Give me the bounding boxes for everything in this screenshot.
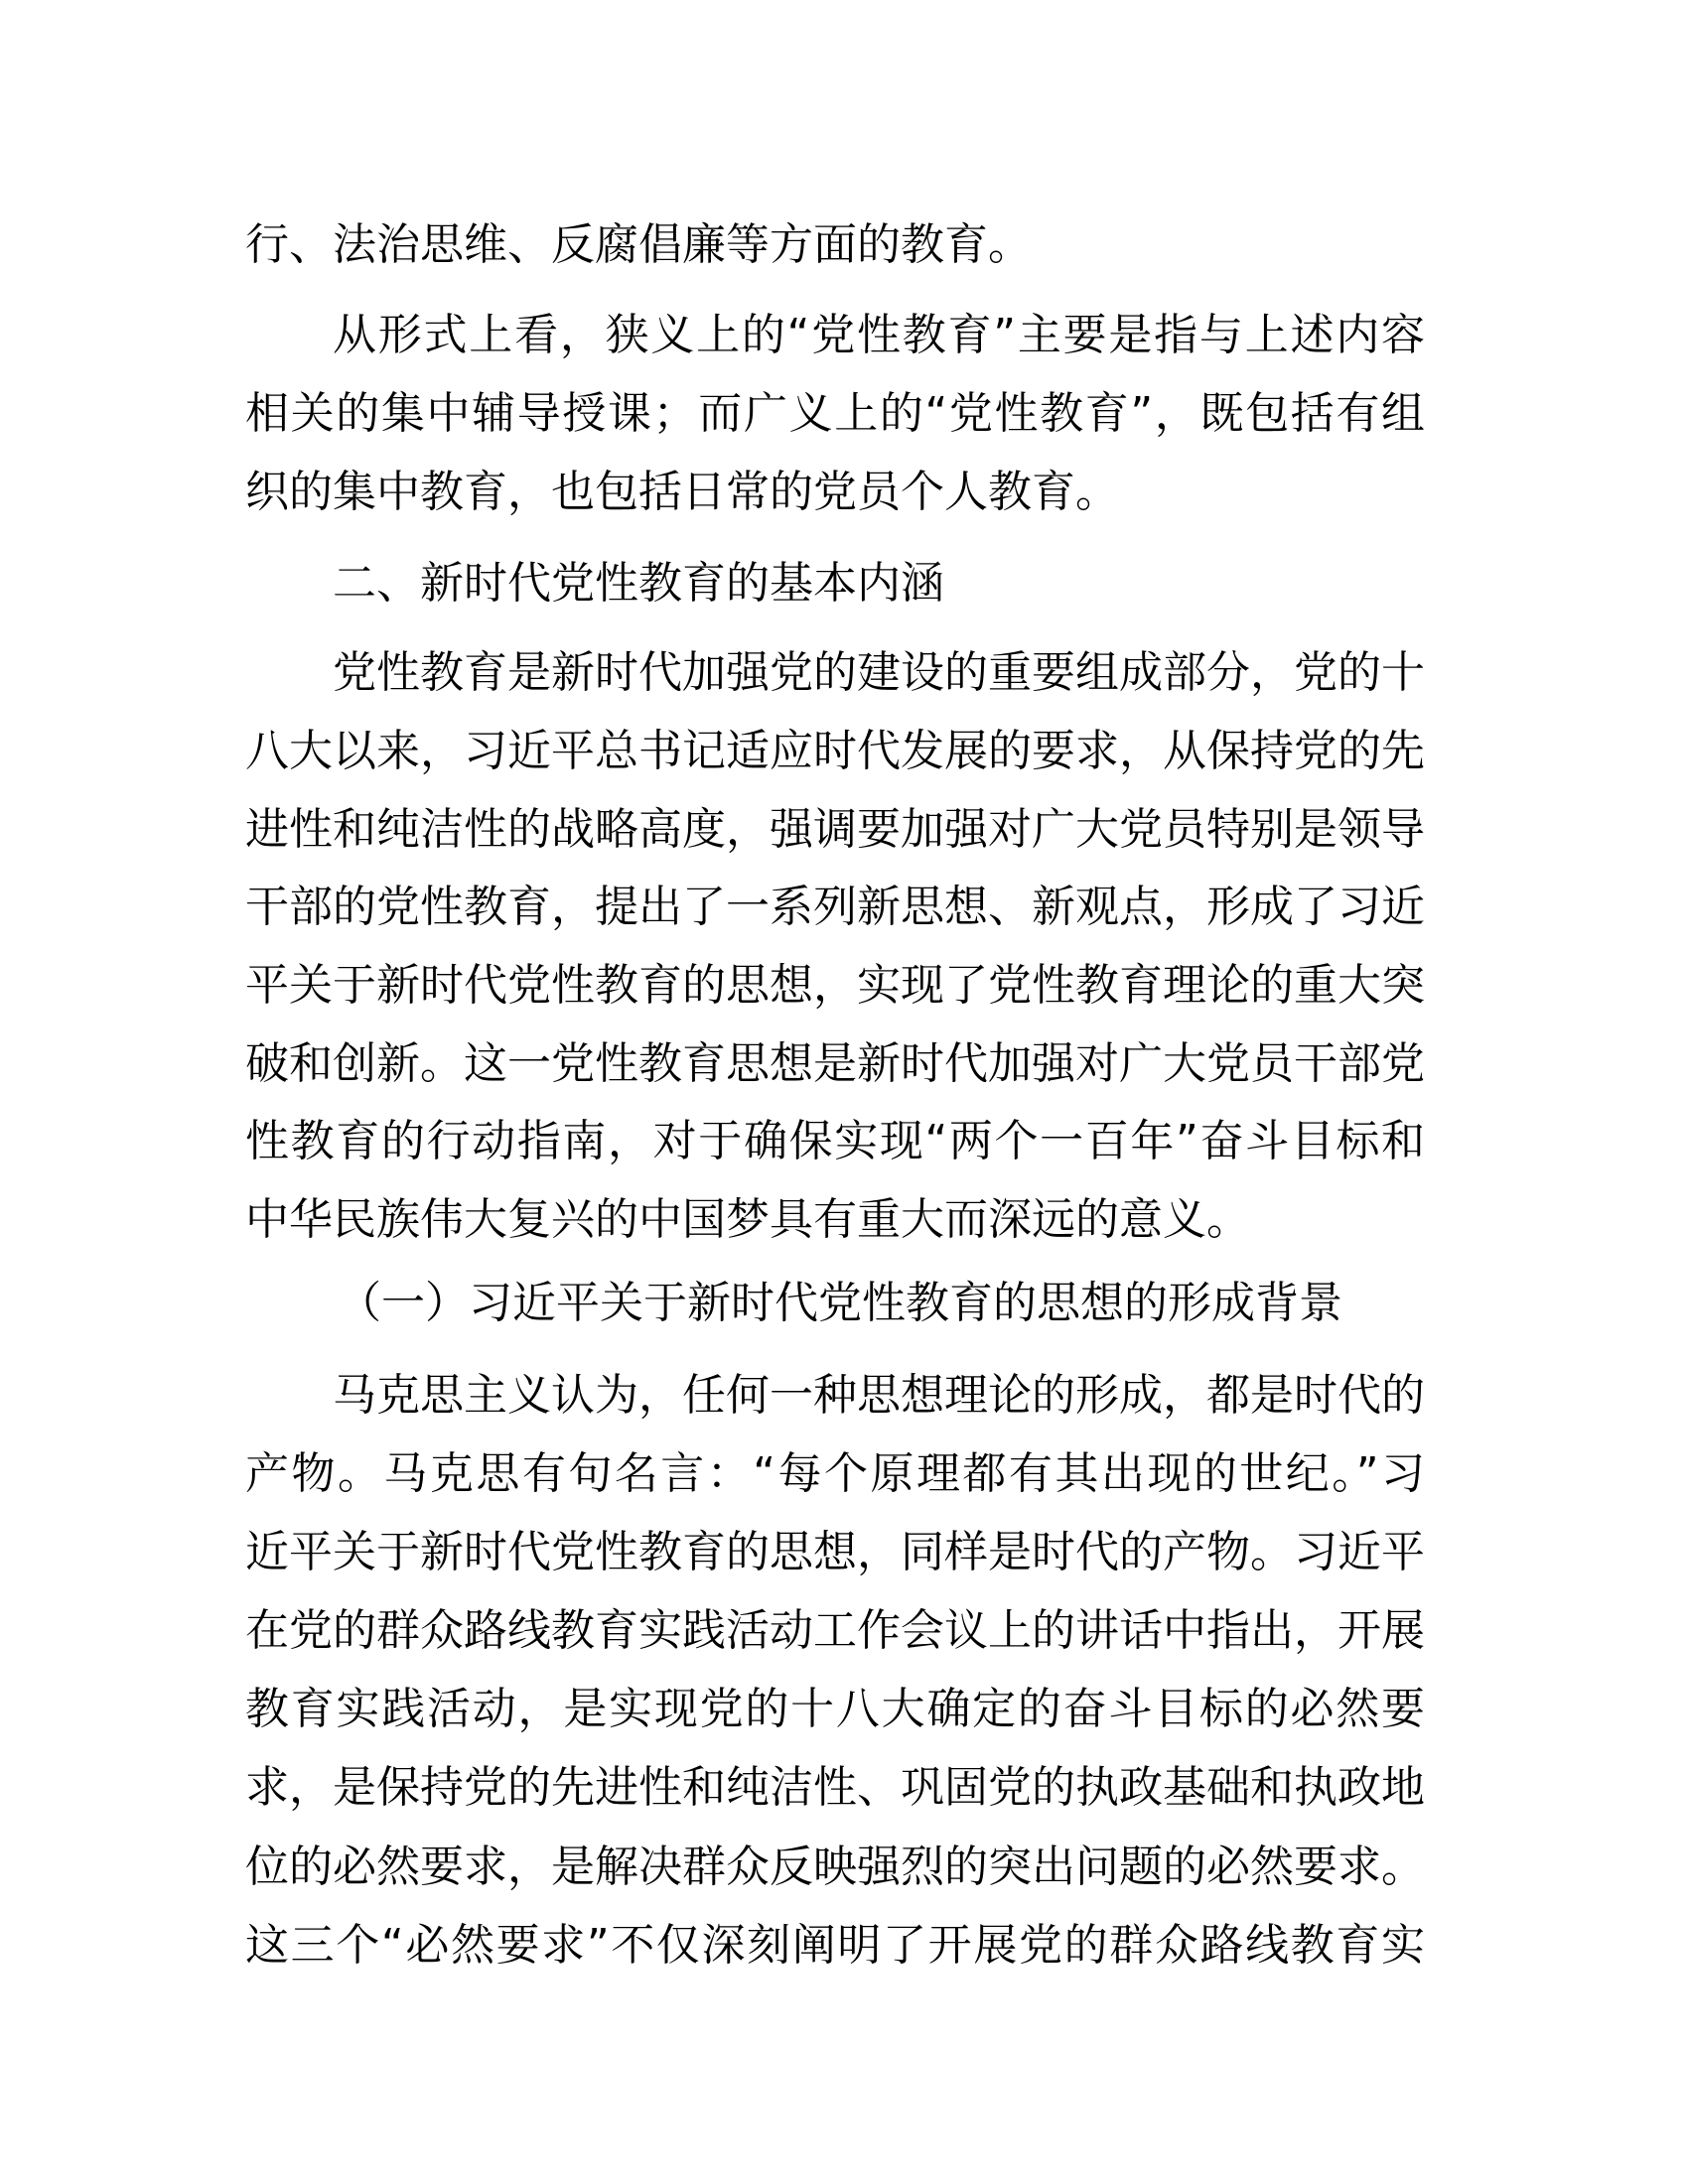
- paragraph-line: 中华民族伟大复兴的中国梦具有重大而深远的意义。: [245, 1194, 1250, 1245]
- paragraph-line: 马克思主义认为，任何一种思想理论的形成，都是时代的: [333, 1370, 1425, 1421]
- paragraph-line: 平关于新时代党性教育的思想，实现了党性教育理论的重大突: [245, 960, 1425, 1011]
- paragraph-line: 近平关于新时代党性教育的思想，同样是时代的产物。习近平: [245, 1527, 1425, 1577]
- paragraph-line: 教育实践活动，是实现党的十八大确定的奋斗目标的必然要: [245, 1684, 1425, 1734]
- section-heading: （一）习近平关于新时代党性教育的思想的形成背景: [338, 1278, 1342, 1328]
- paragraph-line: 破和创新。这一党性教育思想是新时代加强对广大党员干部党: [245, 1038, 1425, 1089]
- paragraph-line: 从形式上看，狭义上的“党性教育”主要是指与上述内容: [333, 310, 1425, 360]
- paragraph-line: 行、法治思维、反腐倡廉等方面的教育。: [245, 219, 1032, 270]
- paragraph-line: 进性和纯洁性的战略高度，强调要加强对广大党员特别是领导: [245, 804, 1425, 855]
- paragraph-line: 党性教育是新时代加强党的建设的重要组成部分，党的十: [333, 647, 1425, 698]
- paragraph-line: 织的集中教育，也包括日常的党员个人教育。: [245, 467, 1119, 517]
- paragraph-line: 相关的集中辅导授课；而广义上的“党性教育”，既包括有组: [245, 388, 1425, 439]
- paragraph-line: 干部的党性教育，提出了一系列新思想、新观点，形成了习近: [245, 882, 1425, 932]
- paragraph-line: 产物。马克思有句名言：“每个原理都有其出现的世纪。”习: [245, 1448, 1425, 1499]
- section-heading: 二、新时代党性教育的基本内涵: [333, 558, 944, 609]
- paragraph-line: 位的必然要求，是解决群众反映强烈的突出问题的必然要求。: [245, 1842, 1425, 1892]
- paragraph-line: 性教育的行动指南，对于确保实现“两个一百年”奋斗目标和: [245, 1116, 1425, 1166]
- paragraph-line: 求，是保持党的先进性和纯洁性、巩固党的执政基础和执政地: [245, 1762, 1425, 1813]
- paragraph-line: 这三个“必然要求”不仅深刻阐明了开展党的群众路线教育实: [245, 1920, 1425, 1971]
- paragraph-line: 八大以来，习近平总书记适应时代发展的要求，从保持党的先: [245, 726, 1425, 776]
- paragraph-line: 在党的群众路线教育实践活动工作会议上的讲话中指出，开展: [245, 1605, 1425, 1656]
